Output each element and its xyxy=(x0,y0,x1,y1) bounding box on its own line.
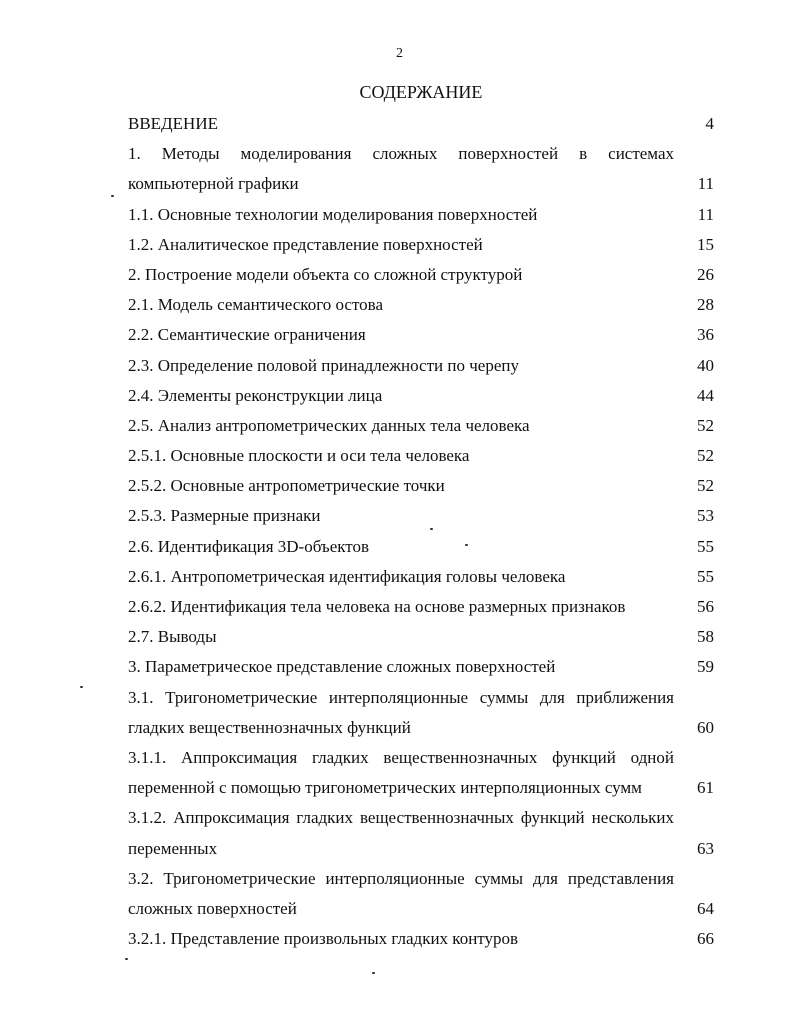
scan-speck xyxy=(430,528,433,530)
toc-entry-title: 2.5.2. Основные антропометрические точки xyxy=(128,476,445,496)
toc-entry-page: 52 xyxy=(697,415,714,435)
toc-entry xyxy=(128,652,714,682)
toc-entry-page: 66 xyxy=(697,929,714,949)
toc-entry-title: 2.6.2. Идентификация тела человека на основе размерных признаков xyxy=(128,597,626,617)
toc-entry xyxy=(128,230,714,260)
toc-entry-title: 2.7. Выводы xyxy=(128,627,217,647)
toc-entry-title: 2.2. Семантические ограничения xyxy=(128,325,366,345)
toc-entry xyxy=(128,622,714,652)
toc-entry xyxy=(128,532,714,562)
toc-entry xyxy=(128,501,714,531)
toc-entry xyxy=(128,139,714,199)
toc-entry-title: 2.3. Определение половой принадлежности по черепу xyxy=(128,355,519,375)
toc-entry xyxy=(128,743,714,803)
scan-speck xyxy=(372,972,375,974)
toc-entry-title: 3.2. Тригонометрические интерполяционные суммы для представления сложных поверхностей xyxy=(128,868,674,918)
toc-entry-title: 1.2. Аналитическое представление поверхностей xyxy=(128,234,483,254)
scan-speck xyxy=(465,544,468,546)
toc-entry-page: 4 xyxy=(705,113,714,133)
toc-entry-page: 36 xyxy=(697,325,714,345)
toc-entry-title: 2.1. Модель семантического остова xyxy=(128,295,384,315)
toc-entry-title: 3.1.1. Аппроксимация гладких вещественнозначных функций одной переменной с помощью тригонометрических интерполяционных сумм xyxy=(128,747,674,798)
scan-speck xyxy=(125,958,128,960)
toc-entry-title: 2.6.1. Антропометрическая идентификация головы человека xyxy=(128,566,566,586)
toc-entry xyxy=(128,683,714,743)
toc-entry xyxy=(128,864,714,924)
toc-entry-title: 3.1.2. Аппроксимация гладких вещественнозначных функций нескольких переменных xyxy=(128,808,674,858)
toc-entry xyxy=(128,260,714,290)
scan-speck xyxy=(111,195,114,197)
toc-entry-page: 63 xyxy=(697,838,714,858)
toc-entry xyxy=(128,924,714,954)
toc-entry-page: 59 xyxy=(697,657,714,677)
toc-entry-title: 2.5. Анализ антропометрических данных тела человека xyxy=(128,415,530,435)
toc-entry xyxy=(128,320,714,350)
toc-entry-page: 44 xyxy=(697,385,714,405)
toc-entry-page: 53 xyxy=(697,506,714,526)
toc-entry xyxy=(128,471,714,501)
toc-entry xyxy=(128,200,714,230)
toc-entry-page: 55 xyxy=(697,536,714,556)
toc-entry-page: 15 xyxy=(697,234,714,254)
toc-entry-page: 61 xyxy=(697,778,714,798)
toc-entry-page: 56 xyxy=(697,597,714,616)
toc-entry xyxy=(128,109,714,139)
toc-entry-page: 52 xyxy=(697,446,714,466)
toc-entry-title: 1.1. Основные технологии моделирования поверхностей xyxy=(128,204,538,224)
page-number: 2 xyxy=(396,46,403,61)
page-title: СОДЕРЖАНИЕ xyxy=(359,82,483,102)
toc-entry-page: 64 xyxy=(697,898,714,918)
scan-speck xyxy=(80,686,83,688)
toc-entry xyxy=(128,441,714,471)
toc-entry-title: 3.2.1. Представление произвольных гладких контуров xyxy=(128,929,519,949)
toc-entry-title: 1. Методы моделирования сложных поверхностей в системах компьютерной графики xyxy=(128,144,674,194)
toc-entry-page: 52 xyxy=(697,476,714,496)
toc-entry xyxy=(128,803,714,863)
toc-entry-title: 2.4. Элементы реконструкции лица xyxy=(128,385,383,405)
toc-entry-title: 2.5.1. Основные плоскости и оси тела человека xyxy=(128,446,470,466)
toc-entry-page: 26 xyxy=(697,264,714,284)
toc-entry-page: 28 xyxy=(697,295,714,315)
toc-entry-page: 60 xyxy=(697,717,714,737)
toc-entry xyxy=(128,592,714,622)
toc-entry xyxy=(128,290,714,320)
toc-entry-page: 55 xyxy=(697,566,714,586)
table-of-contents xyxy=(128,109,714,954)
toc-entry-title: 3.1. Тригонометрические интерполяционные суммы для приближения гладких вещественнозначных функций xyxy=(128,687,674,737)
toc-entry-title: 2.5.3. Размерные признаки xyxy=(128,506,321,526)
toc-entry-page: 11 xyxy=(697,204,714,224)
toc-entry xyxy=(128,411,714,441)
toc-entry xyxy=(128,381,714,411)
toc-entry-title: 2. Построение модели объекта со сложной структурой xyxy=(128,264,523,284)
toc-entry-page: 58 xyxy=(697,627,714,647)
toc-entry xyxy=(128,562,714,592)
toc-entry-page: 11 xyxy=(697,174,714,194)
toc-entry-title: 2.6. Идентификация 3D-объектов xyxy=(128,536,370,556)
toc-entry-page: 40 xyxy=(697,355,714,375)
toc-entry xyxy=(128,351,714,381)
toc-entry-title: ВВЕДЕНИЕ xyxy=(128,114,218,133)
toc-entry-title: 3. Параметрическое представление сложных поверхностей xyxy=(128,657,556,677)
